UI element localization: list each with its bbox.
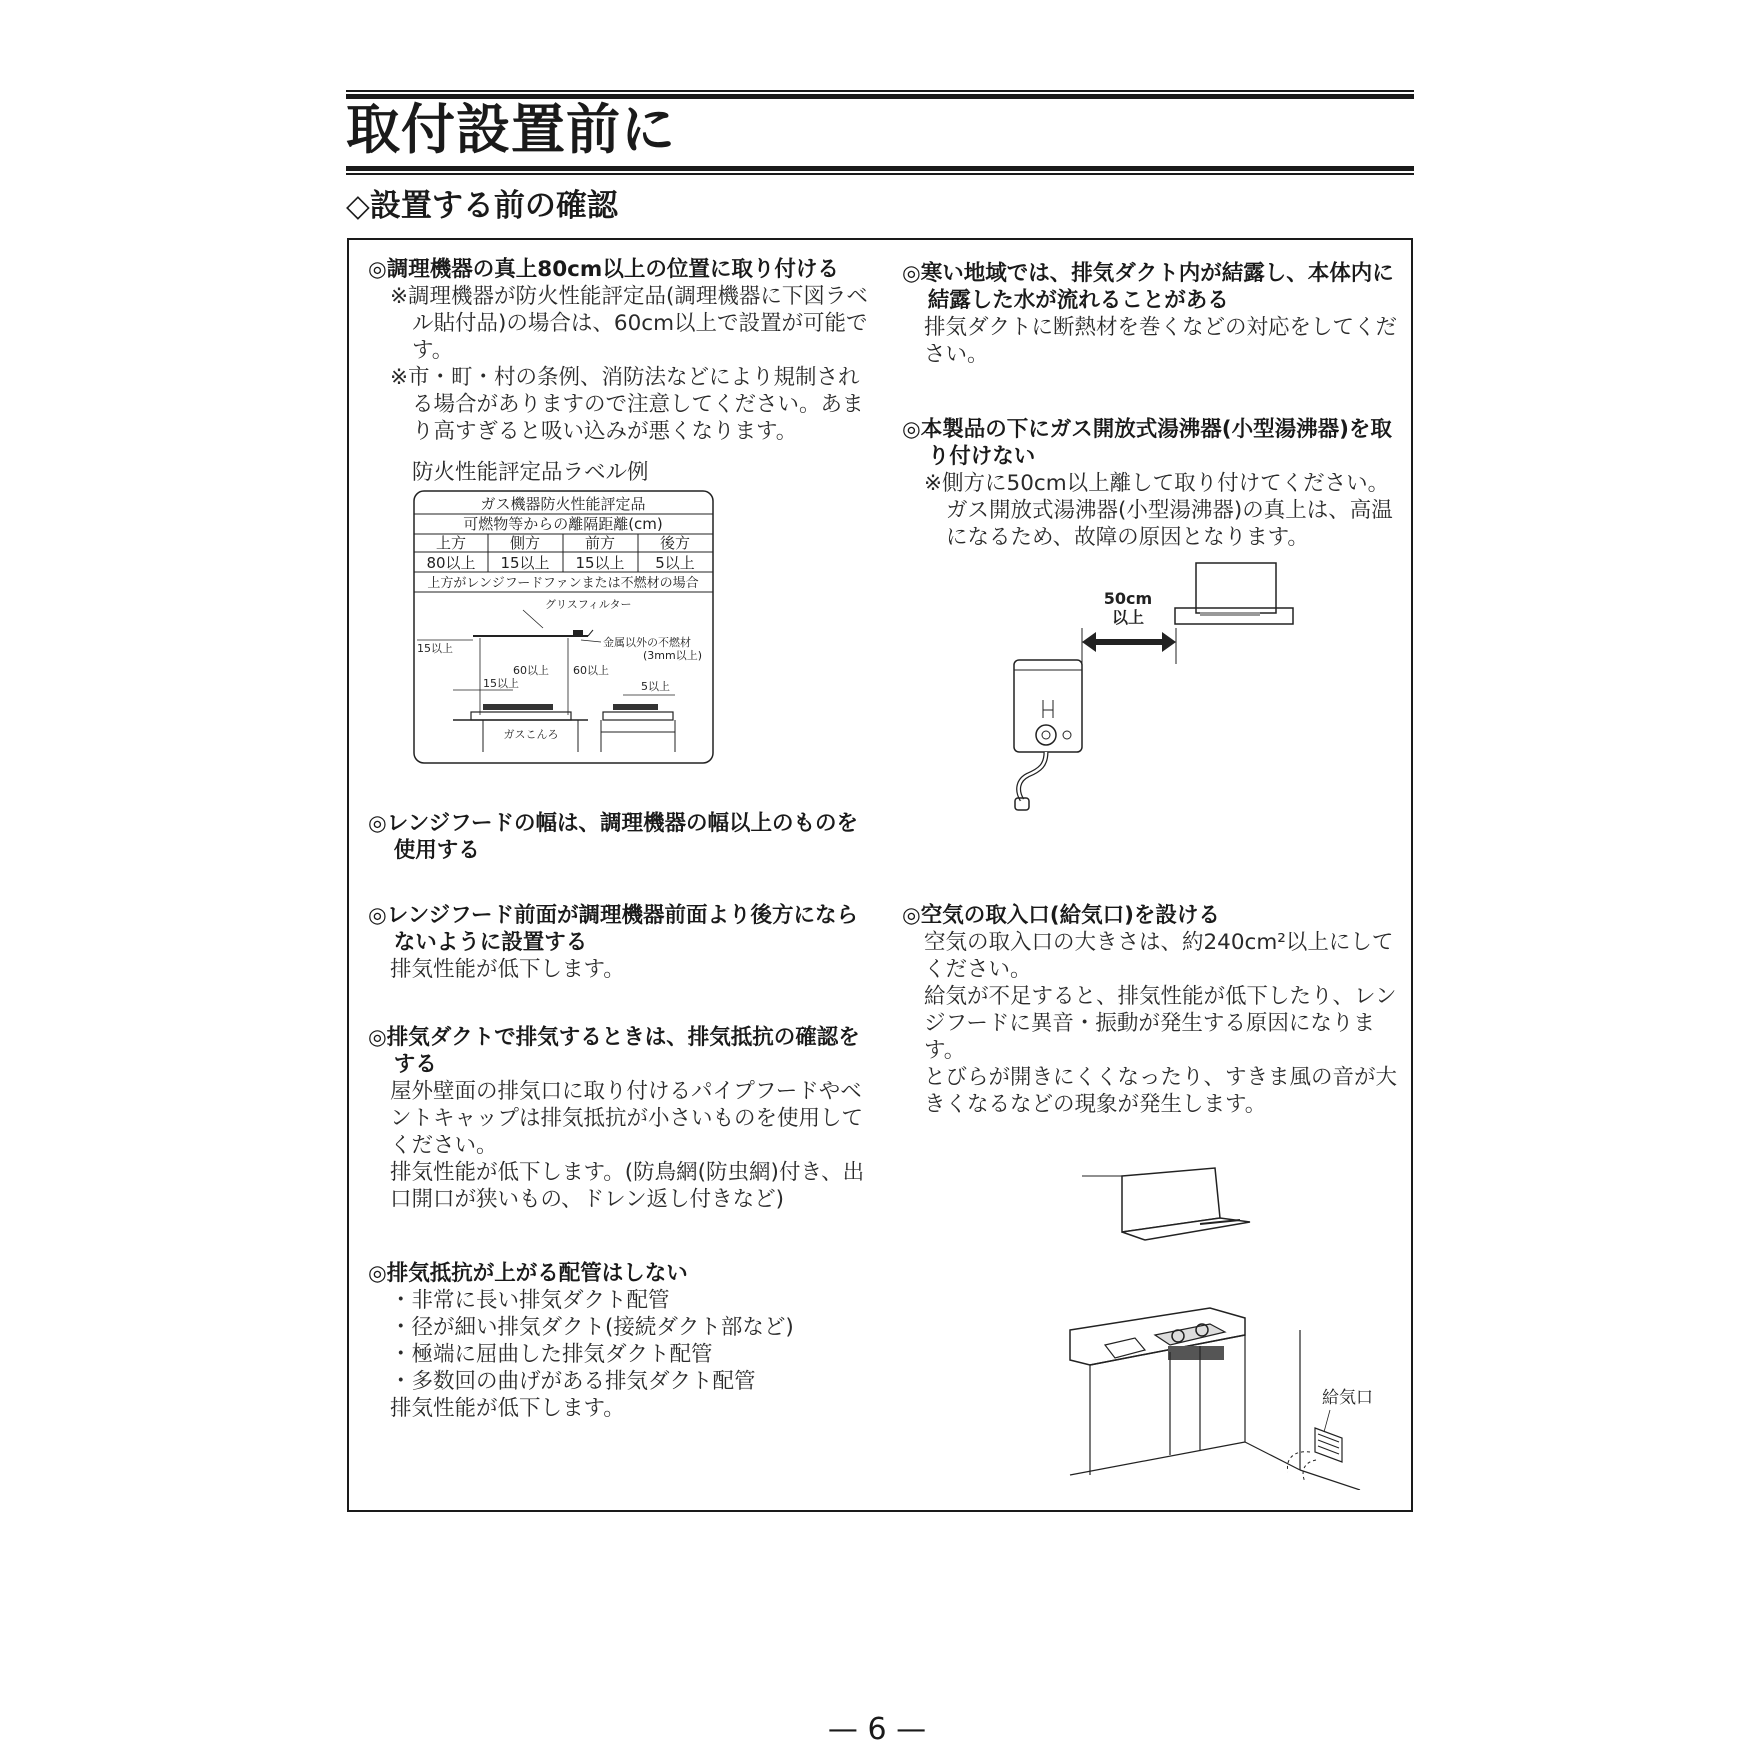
section-heading: ◎レンジフードの幅は、調理機器の幅以上のものを使用する: [368, 811, 859, 863]
list-item: ・径が細い排気ダクト(接続ダクト部など): [390, 1315, 794, 1340]
distance-label-1: 50cm: [1103, 589, 1153, 608]
label-row1: ガス機器防火性能評定品: [480, 495, 646, 513]
section-heading: ◎調理機器の真上80cm以上の位置に取り付ける: [368, 257, 839, 282]
water-heater-figure: [1000, 560, 1300, 820]
list-item: ・極端に屈曲した排気ダクト配管: [390, 1342, 713, 1367]
section-exhaust-resistance: [368, 1024, 868, 1213]
fire-safety-label-figure: [413, 490, 715, 765]
title-rule-thick: [346, 166, 1414, 171]
label-caption: 防火性能評定品ラベル例: [412, 460, 649, 485]
label-header-front: 前方: [584, 534, 616, 552]
metal-label: 金属以外の不燃材: [603, 636, 691, 649]
body-text: ガス開放式湯沸器(小型湯沸器)の真上は、高温になるため、故障の原因となります。: [946, 498, 1393, 550]
label-header-top: 上方: [435, 534, 467, 552]
label-value-side: 15以上: [500, 554, 550, 572]
grease-filter-label: グリスフィルター: [545, 598, 632, 611]
title-rule-thin: [346, 173, 1414, 175]
label-row5: 上方がレンジフードファンまたは不燃材の場合: [427, 576, 699, 591]
gas-stove-label: ガスこんろ: [503, 728, 559, 741]
top-rule-thin: [346, 90, 1414, 92]
dim-15-left: 15以上: [417, 642, 453, 655]
section-piping: [368, 1260, 868, 1422]
section-air-intake: [902, 902, 1398, 1118]
body-text: 排気ダクトに断熱材を巻くなどの対応をしてください。: [924, 315, 1398, 367]
section-condensation: [902, 260, 1398, 368]
distance-label-2: 以上: [1111, 608, 1145, 627]
page-number: — 6 —: [827, 1712, 927, 1747]
dim-60-a: 60以上: [513, 664, 549, 677]
list-item: ・多数回の曲げがある排気ダクト配管: [390, 1369, 756, 1394]
body-text: とびらが開きにくくなったり、すきま風の音が大きくなるなどの現象が発生します。: [924, 1065, 1398, 1117]
label-header-back: 後方: [659, 534, 691, 552]
body-text: 排気性能が低下します。(防鳥網(防虫網)付き、出口開口が狭いもの、ドレン返し付きなど): [390, 1160, 865, 1212]
label-row2: 可燃物等からの離隔距離(cm): [463, 515, 663, 533]
section-hood-front: [368, 902, 868, 983]
section-hood-width: [368, 810, 868, 864]
air-intake-label: 給気口: [1322, 1388, 1373, 1408]
label-value-top: 80以上: [426, 554, 476, 572]
body-text: 給気が不足すると、排気性能が低下したり、レンジフードに異音・振動が発生する原因になります。: [924, 984, 1397, 1063]
label-value-front: 15以上: [575, 554, 625, 572]
note-text: ※市・町・村の条例、消防法などにより規制される場合がありますので注意してください。あまり高すぎると吸い込みが悪くなります。: [390, 365, 864, 444]
body-text: 屋外壁面の排気口に取り付けるパイプフードやベントキャップは排気抵抗が小さいものを使用してください。: [390, 1079, 864, 1158]
dim-60-b: 60以上: [573, 664, 609, 677]
section-heading: ◎レンジフード前面が調理機器前面より後方にならないように設置する: [368, 903, 859, 955]
list-item: ・非常に長い排気ダクト配管: [390, 1288, 670, 1313]
page-title: 取付設置前に: [346, 98, 676, 161]
metal-sub-label: (3mm以上): [643, 649, 703, 662]
section-subtitle: ◇設置する前の確認: [346, 188, 618, 224]
section-install-height: [368, 256, 868, 486]
section-heading: ◎排気抵抗が上がる配管はしない: [368, 1261, 688, 1286]
label-header-side: 側方: [509, 534, 541, 552]
dim-15-b: 15以上: [483, 677, 519, 690]
section-heading: ◎空気の取入口(給気口)を設ける: [902, 903, 1220, 928]
body-text: 排気性能が低下します。: [390, 957, 625, 982]
body-text: 排気性能が低下します。: [390, 1396, 625, 1421]
note-text: ※調理機器が防火性能評定品(調理機器に下図ラベル貼付品)の場合は、60cm以上で設置が可能です。: [390, 284, 868, 363]
section-heading: ◎寒い地域では、排気ダクト内が結露し、本体内に結露した水が流れることがある: [902, 261, 1394, 313]
note-text: ※側方に50cm以上離して取り付けてください。: [924, 471, 1390, 496]
body-text: 空気の取入口の大きさは、約240cm²以上にしてください。: [924, 930, 1394, 982]
kitchen-figure: [1060, 1160, 1400, 1490]
label-value-back: 5以上: [655, 554, 695, 572]
section-heading: ◎本製品の下にガス開放式湯沸器(小型湯沸器)を取り付けない: [902, 417, 1392, 469]
section-water-heater: [902, 416, 1398, 551]
dim-5: 5以上: [641, 680, 670, 693]
section-heading: ◎排気ダクトで排気するときは、排気抵抗の確認をする: [368, 1025, 860, 1077]
